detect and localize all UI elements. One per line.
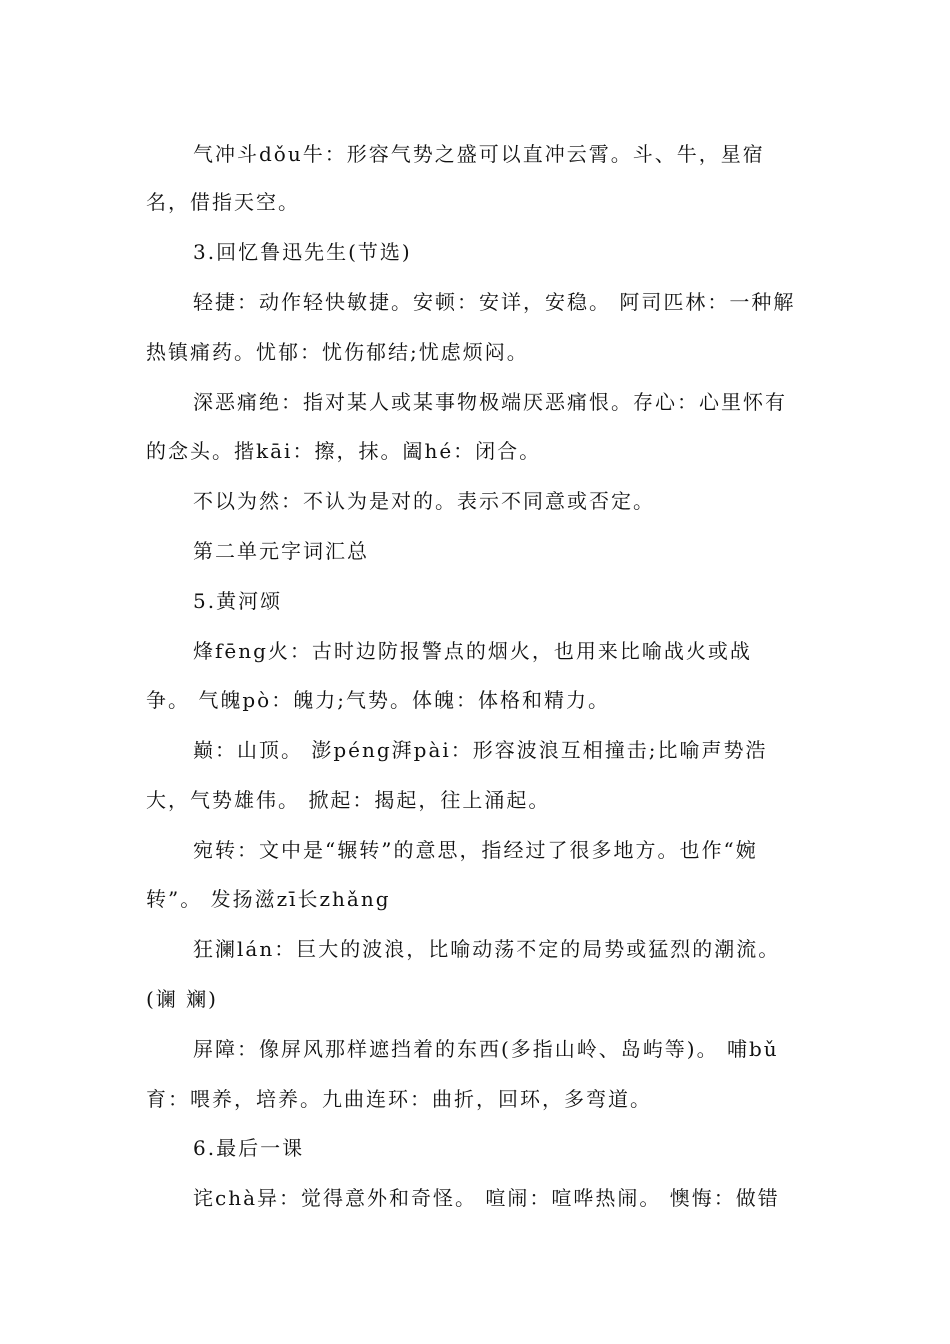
text-line: 气冲斗dǒu牛：形容气势之盛可以直冲云霄。斗、牛，星宿 — [193, 142, 765, 166]
text-line: 诧chà异：觉得意外和奇怪。 喧闹：喧哗热闹。 懊悔：做错 — [193, 1186, 780, 1210]
text-line: (谰 斓) — [146, 987, 218, 1011]
text-line: 不以为然：不认为是对的。表示不同意或否定。 — [193, 489, 655, 513]
text-line: 大，气势雄伟。 掀起：揭起，往上涌起。 — [146, 788, 551, 812]
text-line: 狂澜lán：巨大的波浪，比喻动荡不定的局势或猛烈的潮流。 — [193, 937, 781, 961]
text-line: 争。 气魄pò：魄力;气势。体魄：体格和精力。 — [146, 688, 610, 712]
text-line: 宛转：文中是“辗转”的意思，指经过了很多地方。也作“婉 — [193, 838, 758, 862]
text-line: 热镇痛药。忧郁：忧伤郁结;忧虑烦闷。 — [146, 340, 529, 364]
text-line: 屏障：像屏风那样遮挡着的东西(多指山岭、岛屿等)。 哺bǔ — [193, 1037, 779, 1061]
text-line: 深恶痛绝：指对某人或某事物极端厌恶痛恨。存心：心里怀有 — [193, 390, 787, 414]
unit-heading: 第二单元字词汇总 — [193, 539, 369, 563]
section-heading: 3.回忆鲁迅先生(节选) — [193, 240, 412, 264]
text-line: 烽fēng火：古时边防报警点的烟火，也用来比喻战火或战 — [193, 639, 752, 663]
text-line: 轻捷：动作轻快敏捷。安顿：安详，安稳。 阿司匹林：一种解 — [193, 290, 796, 314]
text-line: 巅：山顶。 澎péng湃pài：形容波浪互相撞击;比喻声势浩 — [193, 738, 768, 762]
text-line: 转”。 发扬滋zī长zhǎng — [146, 887, 391, 911]
section-heading: 5.黄河颂 — [193, 589, 283, 613]
text-line: 的念头。揩kāi：擦，抹。阖hé：闭合。 — [146, 439, 542, 463]
text-line: 育：喂养，培养。九曲连环：曲折，回环，多弯道。 — [146, 1087, 652, 1111]
text-line: 名，借指天空。 — [146, 190, 300, 214]
section-heading: 6.最后一课 — [193, 1136, 305, 1160]
